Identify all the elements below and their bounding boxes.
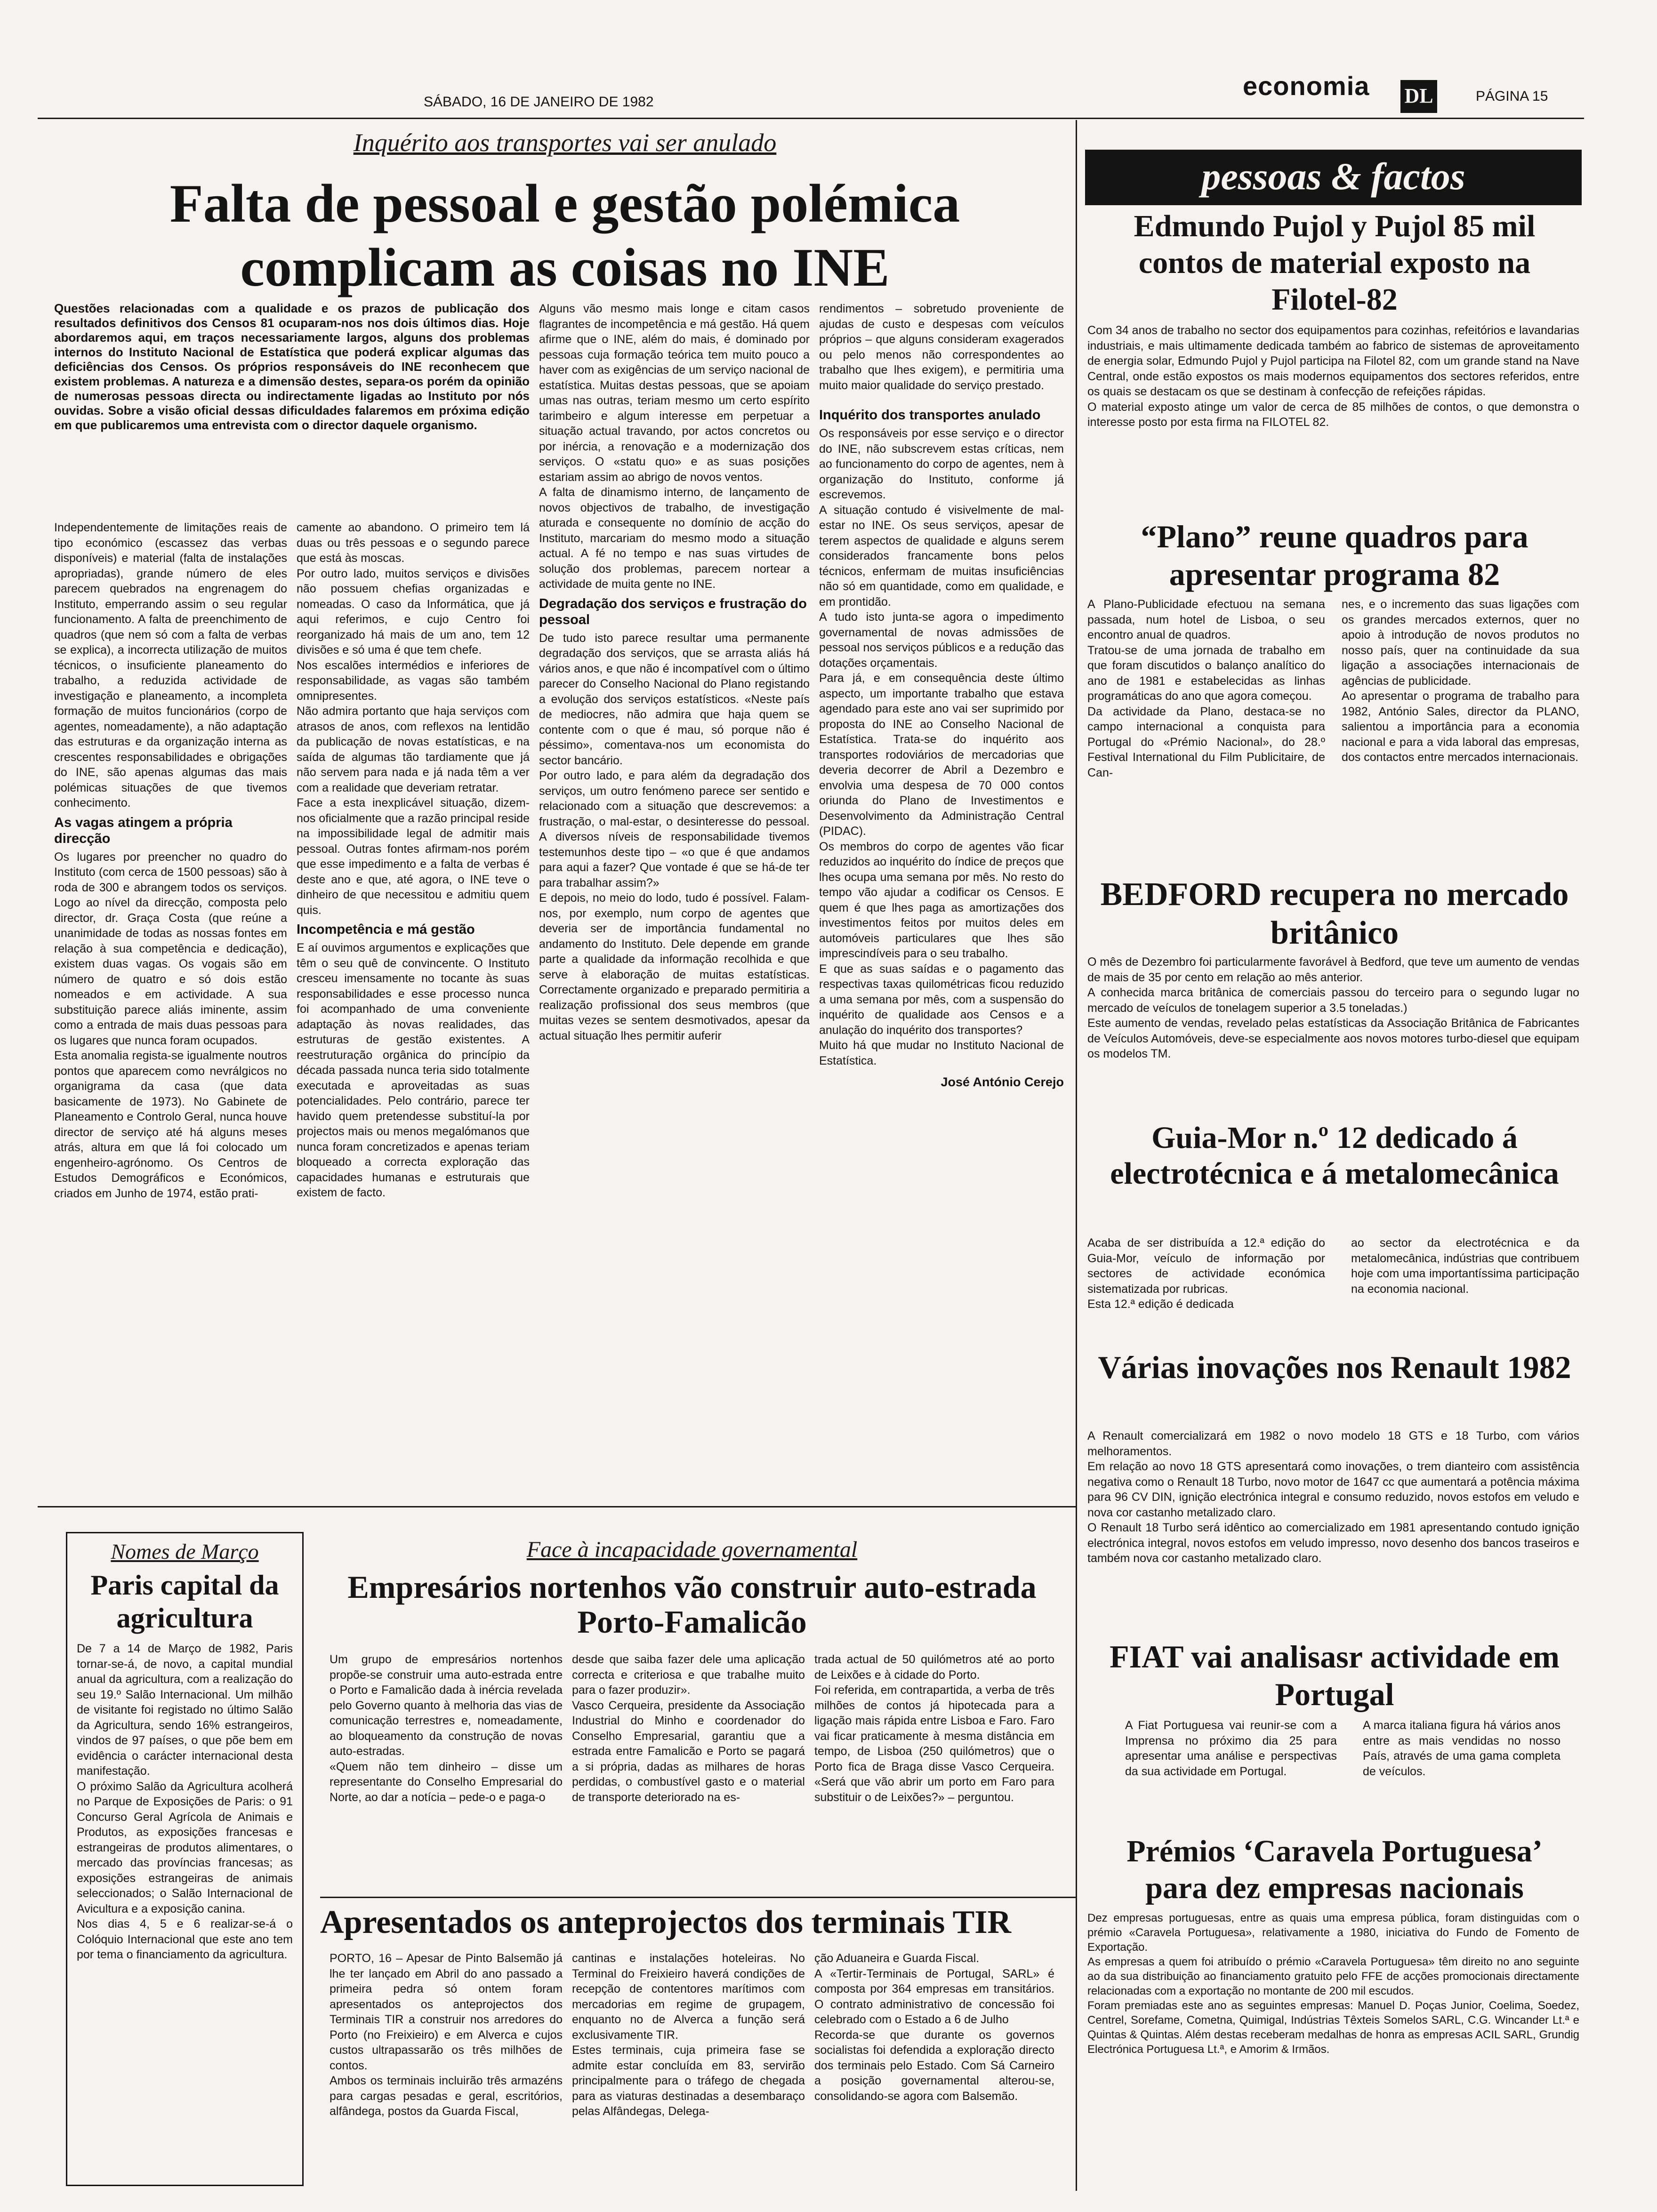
header-date: SÁBADO, 16 DE JANEIRO DE 1982 (424, 94, 654, 110)
main-col2-text: camente ao abandono. O primeiro tem lá duas ou três pessoas e o segundo parece que está às moscas. Por outro lado, muitos serviços e divisões não possuem chefias organizadas e nomeadas. O caso da Informática, que já aqui referimos, e cujo Centro foi reorganizado há mais de um ano, tem 12 divisões e só uma é que tem chefe. Nos escalões intermédios e inferiores de responsabilidade, as vagas são também omnipresentes. Não admira portanto que haja serviços com atrasos de anos, com reflexos na lentidão da publicação de novas estatísticas, e na saída de algumas tão tardiamente que já não servem para nada e já nada têm a ver com a realidade que deveriam retratar. Face a esta inexplicável situação, dizem-nos oficialmente que a razão principal reside na impossibilidade legal de admitir mais pessoal. Outras fontes afirmam-nos porém que esse impedimento e a falta de verbas é deste ano e que, até agora, o INE teve o dinheiro de que necessitou e admitiu quem quis. (297, 521, 530, 917)
paris-kicker: Nomes de Março (111, 1539, 259, 1563)
s1-headline: Edmundo Pujol y Pujol 85 mil contos de material exposto na Filotel-82 (1134, 209, 1536, 317)
s2-col2-text: nes, e o incremento das suas ligações com os grandes mercados externos, quer no apoio à introdução de novos produtos no nosso país, quer na continuidade da sua ligação a associações internacionais de agências de publicidade. Ao apresentar o programa de trabalho para 1982, António Sales, director da PLANO, salientou a importância para a economia nacional e para a vida laboral das empresas, dos contactos entre mercados internacionais. (1342, 598, 1579, 764)
main-kicker: Inquérito aos transportes vai ser anulado (353, 128, 777, 157)
main-column-4 (819, 301, 1064, 1499)
section-name: economia (1243, 71, 1370, 101)
porto-headline: Empresários nortenhos vão construir auto-estrada Porto-Famalicão (347, 1569, 1037, 1640)
page-number: PÁGINA 15 (1476, 88, 1548, 104)
main-col4-text: rendimentos – sobretudo proveniente de ajudas de custo e despesas com veículos próprios – que alguns consideram exagerados ou pelo menos não correspondentes ao trabalho que lhes exigem), e permitiria uma muito maior qualidade do serviço prestado. (819, 302, 1064, 392)
tir-column-2 (572, 1951, 805, 2191)
main-headline: Falta de pessoal e gestão polémica complicam as coisas no INE (169, 174, 960, 298)
main-col2-subhead: Incompetência e má gestão (297, 922, 475, 937)
s7-headline: Prémios ‘Caravela Portuguesa’ para dez empresas nacionais (1126, 1834, 1543, 1905)
porto-column-1 (330, 1652, 563, 1892)
main-byline: José António Cerejo (941, 1075, 1064, 1089)
s3-headline: BEDFORD recupera no mercado britânico (1100, 876, 1569, 951)
s1-text: Com 34 anos de trabalho no sector dos equipamentos para cozinhas, refeitórios e lavandarias industriais, e mais ultimamente dedicada também ao fabrico de sistemas de aproveitamento de energia solar, Edmundo Pujol y Pujol participa na Filotel 82, com um grande stand na Nave Central, onde estão expostos os mais modernos equipamentos dos sectores referidos, entre os quais se destacam os que se destinam à confecção de refeições rápidas. O material exposto atinge um valor de cerca de 85 milhões de contos, o que demonstra o interesse posto por esta firma na FILOTEL 82. (1087, 324, 1579, 429)
paris-box (66, 1532, 304, 2186)
s2-col1-text: A Plano-Publicidade efectuou na semana passada, num hotel de Lisboa, o seu encontro anual de quadros. Tratou-se de uma jornada de trabalho em que foram discutidos o balanço analítico do ano de 1981 e estabelecidas as linhas programáticas do ano que agora começou. Da actividade da Plano, destaca-se no campo internacional a conquista para Portugal do «Prémio Nacional», do 28.º Festival International du Film Publicitaire, de Can- (1087, 598, 1325, 779)
s4-headline: Guia-Mor n.º 12 dedicado á electrotécnica e á metalomecânica (1110, 1121, 1559, 1191)
sidebar-divider (1076, 120, 1077, 2191)
sidebar-banner (1085, 150, 1582, 205)
s6-col2-text: A marca italiana figura há vários anos entre as mais vendidas no nosso País, através de uma gama completa de veículos. (1363, 1719, 1560, 1778)
main-col3-text: Alguns vão mesmo mais longe e citam casos flagrantes de incompetência e má gestão. Há quem afirme que o INE, além do mais, é dominado por pessoas cuja formação teórica tem muito pouco a haver com as exigências de um serviço nacional de estatística. Muitas destas pessoas, que se apoiam umas nas outras, teriam mesmo um certo espírito tarimbeiro e algum interesse em perpetuar a situação actual travando, por actos concretos ou por inércia, a renovação e a modernização dos serviços. O «statu quo» e as suas posições estariam assim ao abrigo de novos ventos. A falta de dinamismo interno, de lançamento de novos objectivos de trabalho, de investigação aturada e consequente no domínio de acção do Instituto, marcariam do mesmo modo a situação actual. A fé no tempo e nas suas virtudes de solução dos problemas, parecem nortear a actividade de muita gente no INE. (539, 302, 810, 591)
main-col4-subhead: Inquérito dos transportes anulado (819, 408, 1041, 423)
main-col3-text-2: De tudo isto parece resultar uma permanente degradação dos serviços, que se arrasta aliás há vários anos, e que não é incompatível com o último parecer do Conselho Nacional do Plano registando a evolução dos serviços estatísticos. «Neste país de mediocres, não admira que haja quem se contente com o que é mau, só porque não é péssimo», comentava-nos um economista do sector bancário. Por outro lado, e para além da degradação dos serviços, um outro fenómeno parece ser sentido e relacionado com a situação que descrevemos: a frustração, o mal-estar, o desinteresse do pessoal. A diversos níveis de responsabilidade tivemos testemunhos deste tipo – «o que é que andamos para aqui a fazer? Que vontade é que se há-de ter para trabalhar assim?» E depois, no meio do lodo, tudo é possível. Falam-nos, por exemplo, num corpo de agentes que deveria ser de importância fundamental no andamento do Instituto. Dele depende em grande parte a qualidade da informação recolhida e que serve à elaboração de muitas estatísticas. Correctamente organizado e preparado permitiria a realização profissional dos seus membros (que muitas vezes se sentem desmotivados, apesar da actual situação lhes permitir auferir (539, 631, 810, 1042)
porto-col1-text: Um grupo de empresários nortenhos propõe-se construir uma auto-estrada entre o Porto e Famalicão dada à inércia revelada pelo Governo quanto à melhoria das vias de comunicação terrestres e, nomeadamente, ao bloqueamento da construção de novas auto-estradas. «Quem não tem dinheiro – disse um representante do Conselho Empresarial do Norte, ao dar a notícia – pede-o e paga-o (330, 1653, 563, 1804)
porto-bottom-rule (320, 1897, 1076, 1898)
main-column-3 (539, 301, 810, 1499)
s6-headline: FIAT vai analisasr actividade em Portugal (1110, 1639, 1560, 1712)
s5-headline: Várias inovações nos Renault 1982 (1098, 1349, 1571, 1385)
tir-col2-text: cantinas e instalações hoteleiras. No Terminal do Freixieiro haverá condições de recepção de contentores marítimos com mercadorias em regime de grupagem, enquanto no de Alverca a função será exclusivamente TIR. Estes terminais, cuja primeira fase se admite estar concluída em 83, servirão principalmente para o tráfego de chegada para as viaturas destinadas a desembaraço pelas Alfândegas, Delega- (572, 1952, 805, 2118)
porto-column-3 (814, 1652, 1054, 1892)
dl-monogram-icon: DL (1400, 80, 1437, 113)
s3-text: O mês de Dezembro foi particularmente favorável à Bedford, que teve um aumento de vendas de mais de 35 por cento em relação ao mês anterior. A conhecida marca britânica de comerciais passou do terceiro para o segundo lugar no mercado de veículos de tonelagem superior a 3.5 toneladas.) Este aumento de vendas, revelado pelas estatísticas da Associação Britânica de Fabricantes de Veículos Automóveis, deve-se especialmente aos novos motores turbo-diesel que equipam os modelos TM. (1087, 955, 1580, 1060)
tir-column-1 (330, 1951, 563, 2191)
main-col2-text-2: E aí ouvimos argumentos e explicações que têm o seu quê de convincente. O Instituto cresceu imensamente no tocante às suas responsabilidades e esse processo nunca foi acompanhado de uma conveniente adaptação às novas realidades, das estruturas de gestão existentes. A reestruturação orgânica do princípio da década passada nunca teria sido totalmente executada e aproveitadas as suas potencialidades. Pelo contrário, parece ter havido quem pretendesse substituí-la por projectos mais ou menos megalómanos que nunca foram concretizados e apenas teriam bloqueado a correcta exploração das capacidades humanas e estruturais que existem de facto. (297, 941, 530, 1199)
sidebar-banner-title: pessoas & factos (1201, 155, 1465, 198)
tir-column-3 (814, 1951, 1054, 2191)
main-col1-subhead: As vagas atingem a própria direcção (54, 815, 233, 846)
tir-headline: Apresentados os anteprojectos dos terminais TIR (320, 1904, 1012, 1940)
main-column-2 (297, 520, 530, 1499)
tir-col1-text: PORTO, 16 – Apesar de Pinto Balsemão já lhe ter lançado em Abril do ano passado a primeira pedra só ontem foram apresentados os anteprojectos dos Terminais TIR a construir nos arredores do Porto (no Freixieiro) e em Alverca e cujos custos ultrapassarão os três milhões de contos. Ambos os terminais incluirão três armazéns para cargas pesadas e geral, escritórios, alfândega, postos da Guarda Fiscal, (330, 1952, 563, 2118)
paris-headline: Paris capital da agricultura (90, 1570, 279, 1634)
s5-text: A Renault comercializará em 1982 o novo modelo 18 GTS e 18 Turbo, com vários melhoramentos. Em relação ao novo 18 GTS apresentará como inovações, o trem dianteiro com assistência negativa como o Renault 18 Turbo, novo motor de 1647 cc que aumentará a potência máxima para 96 CV DIN, ignição electrónica integral e consumo reduzido, novos estofos em veludo e nova cor castanho metalizado claro. O Renault 18 Turbo será idêntico ao comercializado em 1981 apresentando contudo ignição electrónica integral, novos estofos em veludo impresso, novo desenho dos bancos traseiros e também nova cor castanho metalizado claro. (1087, 1429, 1579, 1565)
main-col1-text-2: Os lugares por preencher no quadro do Instituto (com cerca de 1500 pessoas) são à roda de 300 e abrangem todos os serviços. Logo ao nível da direcção, composta pelo director, dr. Graça Costa (que reúne a unanimidade de todas as nossas fontes em relação à sua competência e dedicação), existem duas vagas. Os vogais são em número de quatro e só dois estão nomeados e em actividade. A sua substituição parece aliás iminente, assim como a entrada de mais duas pessoas para os lugares que nunca foram ocupados. Esta anomalia regista-se igualmente noutros pontos que aparecem como nevrálgicos no organigrama da casa (que data basicamente de 1973). No Gabinete de Planeamento e Controlo Geral, nunca houve director de serviço até há alguns meses atrás, altura em que lá foi colocado um engenheiro-agrónomo. Os Centros de Estudos Demográficos e Económicos, criados em Junho de 1974, estão prati- (54, 850, 287, 1200)
porto-column-2 (572, 1652, 805, 1892)
main-col3-subhead: Degradação dos serviços e frustração do pessoal (539, 596, 807, 627)
main-column-1 (54, 520, 287, 1499)
paris-text: De 7 a 14 de Março de 1982, Paris tornar-se-á, de novo, a capital mundial anual da agricultura, com a realização do seu 19.º Salão Internacional. Um milhão de visitante foi registado no último Salão da Agricultura, sendo 16% estrangeiros, vindos de 97 países, o que põe bem em evidência o carácter internacional desta manifestação. O próximo Salão da Agricultura acolherá no Parque de Exposições de Paris: o 91 Concurso Geral Agrícola de Animais e Produtos, as exposições francesas e estrangeiras de produtos alimentares, o mercado das províncias francesas; as exposições estrangeiras de animais seleccionados; o Salão Internacional de Avicultura e a exposição canina. Nos dias 4, 5 e 6 realizar-se-á o Colóquio Internacional que este ano tem por tema o financiamento da agricultura. (77, 1642, 293, 1961)
s2-headline: “Plano” reune quadros para apresentar programa 82 (1141, 519, 1528, 592)
s7-text: Dez empresas portuguesas, entre as quais uma empresa pública, foram distinguidas com o prémio «Caravela Portuguesa», relativamente a 1980, iniciativa do Fundo de Fomento de Exportação. As empresas a quem foi atribuído o prémio «Caravela Portuguesa» têm direito no ano seguinte ao da sua distribuição ao financiamento gratuito pelo FFE de acções promocionais directamente relacionadas com a exportação no montante de 200 mil escudos. Foram premiadas este ano as seguintes empresas: Manuel D. Poças Junior, Coelima, Soedez, Centrel, Sorefame, Cometna, Quimigal, Indústrias Têxteis Somelos SARL, C.G. Wincander Lt.ª e Quintas & Quintas. Além destas receberam medalhas de honra as empresas ACIL SARL, Grundig Electrónica Portuguesa Lt.ª, e Amorim & Irmãos. (1087, 1912, 1579, 2056)
s4-col1-text: Acaba de ser distribuída a 12.ª edição do Guia-Mor, veículo de informação por sectores de actividade económica sistematizada por rubricas. Esta 12.ª edição é dedicada (1087, 1236, 1325, 1311)
main-lead: Questões relacionadas com a qualidade e os prazos de publicação dos resultados definitivos dos Censos 81 ocuparam-nos nos dois últimos dias. Hoje abordaremos aqui, em traços necessariamente largos, alguns dos problemas internos do Instituto Nacional de Estatística que poderá explicar algumas das deficiências dos Censos. Os próprios responsáveis do INE reconhecem que existem problemas. A natureza e a dimensão destes, separa-os porém da opinião de numerosas pessoas directa ou indirectamente ligadas ao Instituto por nós ouvidas. Sobre a visão oficial dessas dificuldades falaremos em próxima edição em que publicaremos uma entrevista com o director daquele organismo. (54, 301, 530, 432)
porto-kicker: Face à incapacidade governamental (526, 1537, 858, 1562)
s4-col2-text: ao sector da electrotécnica e da metalomecânica, indústrias que contribuem hoje com uma importantíssima participação na economia nacional. (1351, 1236, 1579, 1296)
main-bottom-rule (38, 1506, 1076, 1507)
main-col4-text-2: Os responsáveis por esse serviço e o director do INE, não subscrevem estas críticas, nem ao funcionamento do corpo de agentes, nem à organização do Instituto, conforme já escrevemos. A situação contudo é visivelmente de mal-estar no INE. Os seus serviços, apesar de terem aspectos de qualidade e alguns serem considerados francamente bons pelos técnicos, enfermam de muitas insuficiências não só em quantidade, como em qualidade, e em prontidão. A tudo isto junta-se agora o impedimento governamental de novas admissões de pessoal nos serviços públicos e a redução das dotações orçamentais. Para já, e em consequência deste último aspecto, um importante trabalho que estava agendado para este ano vai ser suprimido por proposta do INE ao Conselho Nacional de Estatística. Trata-se do inquérito aos transportes rodoviários de mercadorias que deveria decorrer de Abril a Dezembro e envolvia uma despesa de 70 000 contos oriunda do Plano de Investimentos e Desenvolvimento da Administração Central (PIDAC). Os membros do corpo de agentes vão ficar reduzidos ao inquérito do índice de preços que lhes ocupa uma semana por mês. No resto do tempo vão ajudar a codificar os Censos. E quem é que lhes paga as amortizações dos investimentos feitos por muitos deles em automóveis particulares que lhes são imprescindíveis para o seu trabalho. E que as suas saídas e o pagamento das respectivas taxas quilométricas ficou reduzido a uma semana por mês, com a suspensão do inquérito de qualidade aos Censos e a anulação do inquérito dos transportes? Muito há que mudar no Instituto Nacional de Estatística. (819, 427, 1064, 1067)
main-col1-text: Independentemente de limitações reais de tipo económico (escassez das verbas disponíveis) e material (falta de instalações apropriadas), grande número de eles parecem quebrados na engrenagem do Instituto, emperrando assim o seu regular funcionamento. A falta de preenchimento de quadros (que nem só com a falta de verbas se explica), a incorrecta utilização de muitos técnicos, o insuficiente planeamento do trabalho, a reduzida actividade de investigação e planeamento, a incompleta formação de muitos funcionários (corpo de agentes, nomeadamente), a não adaptação das estruturas e da organização interna as crescentes responsabilidades e obrigações do INE, são apenas algumas das mais polémicas situações de que tivemos conhecimento. (54, 521, 287, 809)
header-rule (38, 118, 1584, 119)
porto-col2-text: desde que saiba fazer dele uma aplicação correcta e criteriosa e que trabalhe muito para o fazer produzir». Vasco Cerqueira, presidente da Associação Industrial do Minho e coordenador do Conselho Empresarial, garantiu que a estrada entre Famalicão e Porto se pagará a si própria, dadas as milhares de horas perdidas, o combustível gasto e o material de transporte deteriorado na es- (572, 1653, 805, 1804)
s6-col1-text: A Fiat Portuguesa vai reunir-se com a Imprensa no próximo dia 25 para apresentar uma análise e perspectivas da sua actividade em Portugal. (1125, 1719, 1337, 1778)
tir-col3-text: ção Aduaneira e Guarda Fiscal. A «Tertir-Terminais de Portugal, SARL» é composta por 364 empresas em transitários. O contrato administrativo de concessão foi celebrado com o Estado a 6 de Julho Recorda-se que durante os governos socialistas foi defendida a exploração directo dos terminais pelo Estado. Com Sá Carneiro a posição governamental alterou-se, consolidando-se agora com Balsemão. (814, 1952, 1054, 2103)
porto-col3-text: trada actual de 50 quilómetros até ao porto de Leixões e à cidade do Porto. Foi referida, em contrapartida, a verba de três milhões de contos já hipotecada para a ligação mais rápida entre Lisboa e Faro. Faro vai ficar praticamente à mesma distância em tempo, de Lisboa (250 quilómetros) que o Porto fica de Braga disse Vasco Cerqueira. «Será que vão abrir um porto em Faro para substituir o de Leixões?» – perguntou. (814, 1653, 1054, 1804)
